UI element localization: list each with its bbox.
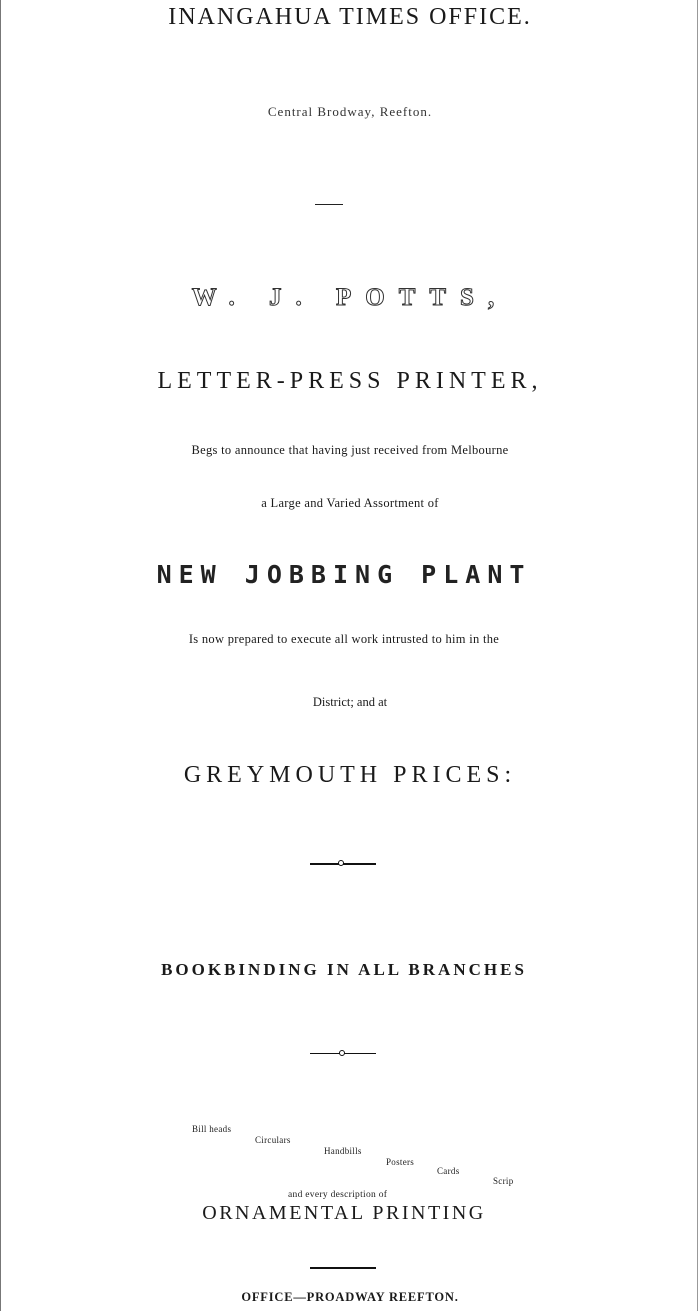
newspaper-title: INANGAHUA TIMES OFFICE.: [168, 4, 532, 30]
announcement-line-1: Begs to announce that having just received from Melbourne: [191, 443, 509, 457]
proprietor-name: W. J. POTTS,: [191, 284, 509, 311]
ornamental-rule-2-dot: [339, 1050, 345, 1056]
trade-heading: LETTER-PRESS PRINTER,: [157, 368, 543, 394]
prepared-line-1: Is now prepared to execute all work intrusted to him in the: [188, 632, 500, 646]
item-handbills: Handbills: [324, 1146, 362, 1156]
divider-dash: [315, 204, 343, 205]
new-jobbing-plant-heading: NEW JOBBING PLANT: [156, 560, 532, 589]
item-cards: Cards: [437, 1166, 460, 1176]
bookbinding-heading: BOOKBINDING IN ALL BRANCHES: [161, 960, 527, 979]
ornamental-rule-1-dot: [338, 860, 344, 866]
prepared-line-2: District; and at: [312, 695, 388, 709]
office-address: Central Brodway, Reefton.: [267, 104, 433, 119]
item-scrip: Scrip: [493, 1176, 514, 1186]
item-circulars: Circulars: [255, 1135, 291, 1145]
page-border-left: [0, 0, 1, 1311]
announcement-line-2: a Large and Varied Assortment of: [261, 496, 439, 510]
greymouth-prices-heading: GREYMOUTH PRICES:: [183, 762, 517, 788]
item-bill-heads: Bill heads: [192, 1124, 232, 1134]
page-border-right: [697, 0, 698, 1311]
office-footer: OFFICE—PROADWAY REEFTON.: [241, 1290, 459, 1304]
ornamental-rule-3: [310, 1267, 376, 1269]
description-line: and every description of: [288, 1190, 388, 1200]
item-posters: Posters: [386, 1157, 415, 1167]
ornamental-printing-heading: ORNAMENTAL PRINTING: [202, 1202, 486, 1224]
